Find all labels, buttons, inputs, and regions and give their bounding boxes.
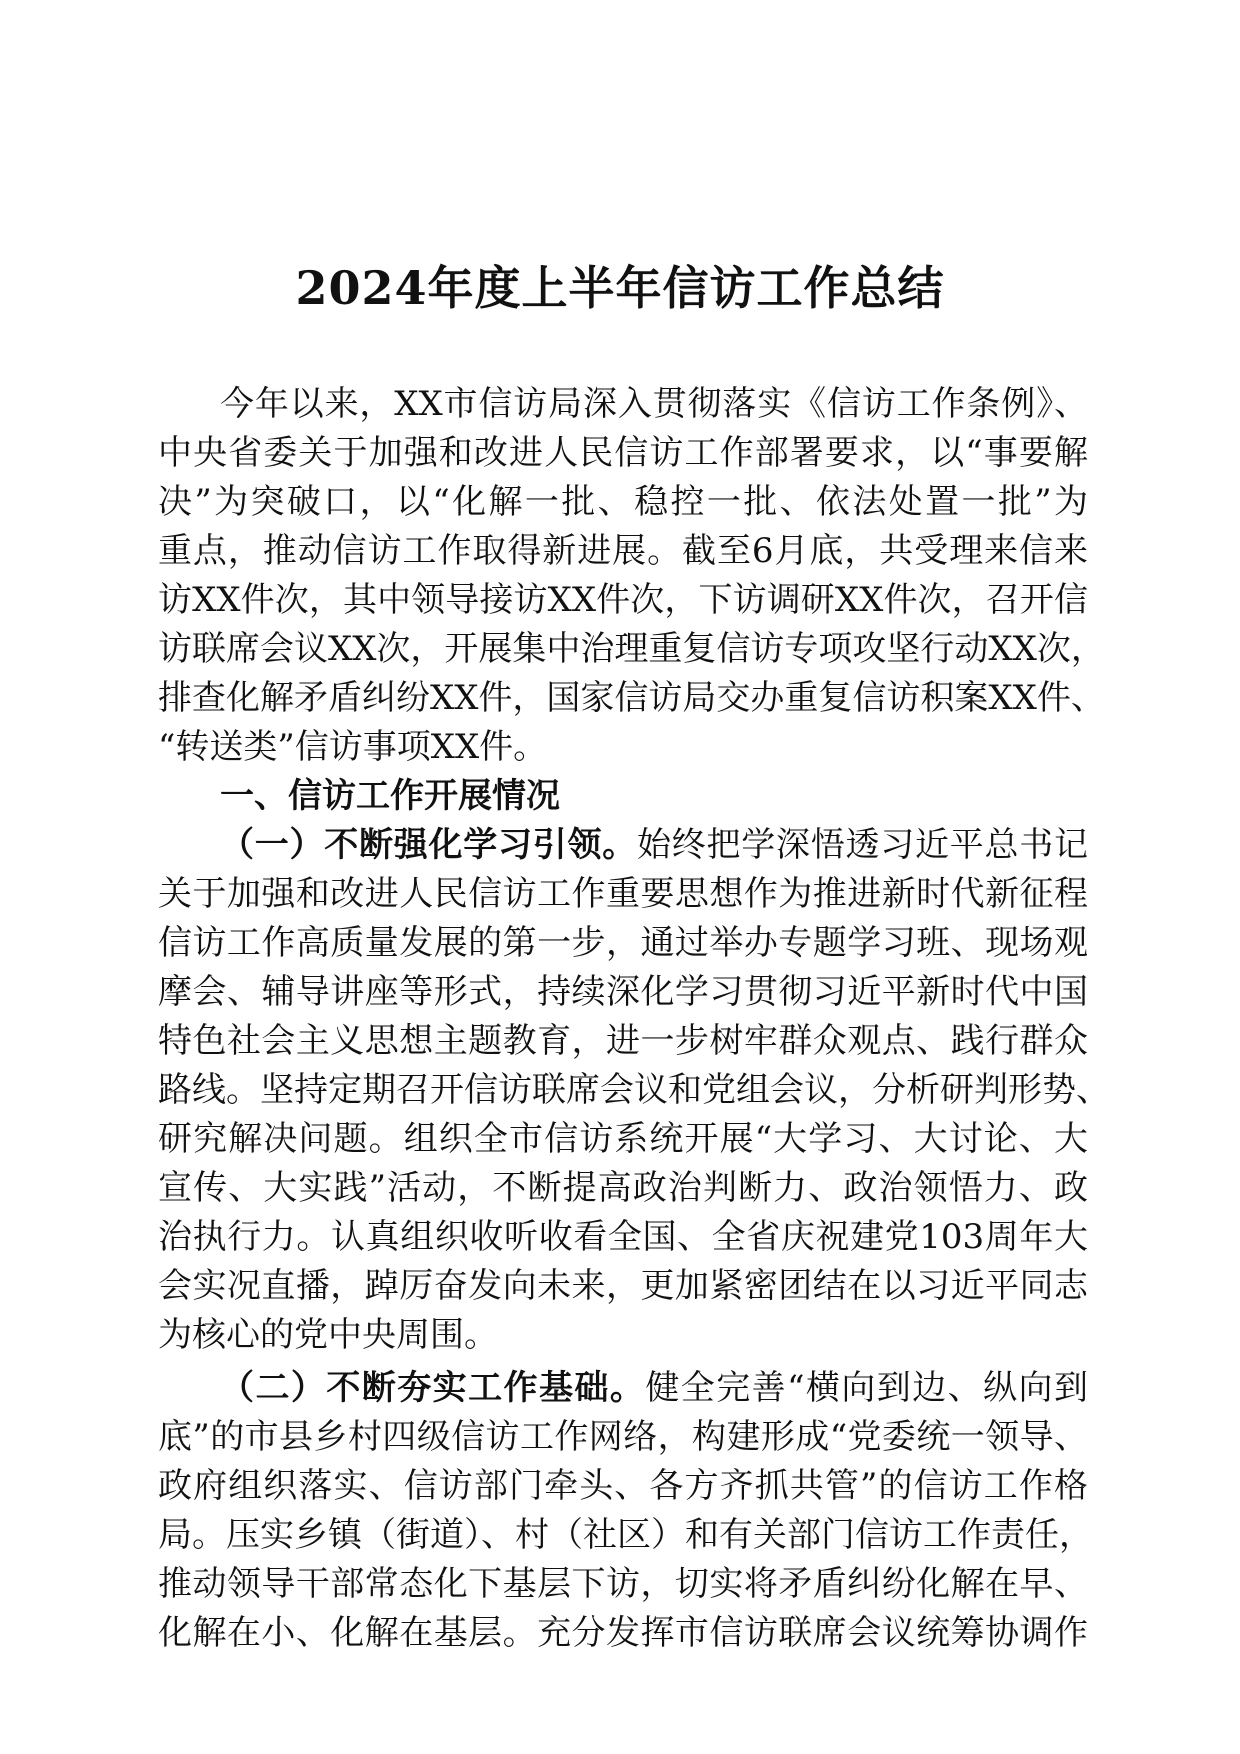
paragraph-line: 为核心的党中央周围。 (158, 1315, 498, 1355)
paragraph-line: 访联席会议XX次，开展集中治理重复信访专项攻坚行动XX次， (158, 629, 1105, 669)
paragraph-line: “转送类”信访事项XX件。 (158, 727, 548, 767)
paragraph-line: 化解在小、化解在基层。充分发挥市信访联席会议统筹协调作 (158, 1613, 1088, 1653)
paragraph-line: 局。压实乡镇（街道）、村（社区）和有关部门信访工作责任， (158, 1515, 1093, 1555)
paragraph-line: 底”的市县乡村四级信访工作网络，构建形成“党委统一领导、 (158, 1417, 1088, 1457)
paragraph-line: 摩会、辅导讲座等形式，持续深化学习贯彻习近平新时代中国 (158, 972, 1088, 1012)
document-title: 2024年度上半年信访工作总结 (295, 261, 945, 315)
paragraph-line: 宣传、大实践”活动，不断提高政治判断力、政治领悟力、政 (158, 1168, 1088, 1208)
paragraph-line: 推动领导干部常态化下基层下访，切实将矛盾纠纷化解在早、 (158, 1564, 1088, 1604)
subsection-text: 始终把学深悟透习近平总书记 (637, 825, 1088, 865)
paragraph-line: 关于加强和改进人民信访工作重要思想作为推进新时代新征程 (158, 874, 1088, 914)
paragraph-line: 政府组织落实、信访部门牵头、各方齐抓共管”的信访工作格 (158, 1466, 1088, 1506)
paragraph-line: 特色社会主义思想主题教育，进一步树牢群众观点、践行群众 (158, 1021, 1088, 1061)
paragraph-line: 信访工作高质量发展的第一步，通过举办专题学习班、现场观 (158, 923, 1088, 963)
subsection-lead: （一）不断强化学习引领。 (220, 825, 637, 865)
paragraph-line: 重点，推动信访工作取得新进展。截至6月底，共受理来信来 (158, 531, 1088, 571)
subsection-first-line (220, 1366, 1088, 1410)
paragraph-line: 治执行力。认真组织收听收看全国、全省庆祝建党103周年大 (158, 1217, 1088, 1257)
section-heading: 一、信访工作开展情况 (220, 776, 560, 816)
paragraph-line: 中央省委关于加强和改进人民信访工作部署要求，以“事要解 (158, 433, 1088, 473)
subsection-lead: （二）不断夯实工作基础。 (220, 1368, 646, 1408)
paragraph-line: 会实况直播，踔厉奋发向未来，更加紧密团结在以习近平同志 (158, 1266, 1088, 1306)
paragraph-line: 研究解决问题。组织全市信访系统开展“大学习、大讨论、大 (158, 1119, 1088, 1159)
paragraph-line: 路线。坚持定期召开信访联席会议和党组会议，分析研判形势、 (158, 1070, 1110, 1110)
paragraph-line: 决”为突破口，以“化解一批、稳控一批、依法处置一批”为 (158, 482, 1088, 522)
paragraph-line: 访XX件次，其中领导接访XX件次，下访调研XX件次，召开信 (158, 580, 1088, 620)
subsection-text: 健全完善“横向到边、纵向到 (645, 1368, 1088, 1408)
paragraph-line: 排查化解矛盾纠纷XX件，国家信访局交办重复信访积案XX件、 (158, 678, 1105, 718)
paragraph-line: 今年以来，XX市信访局深入贯彻落实《信访工作条例》、 (220, 384, 1088, 424)
subsection-first-line (220, 823, 1088, 867)
